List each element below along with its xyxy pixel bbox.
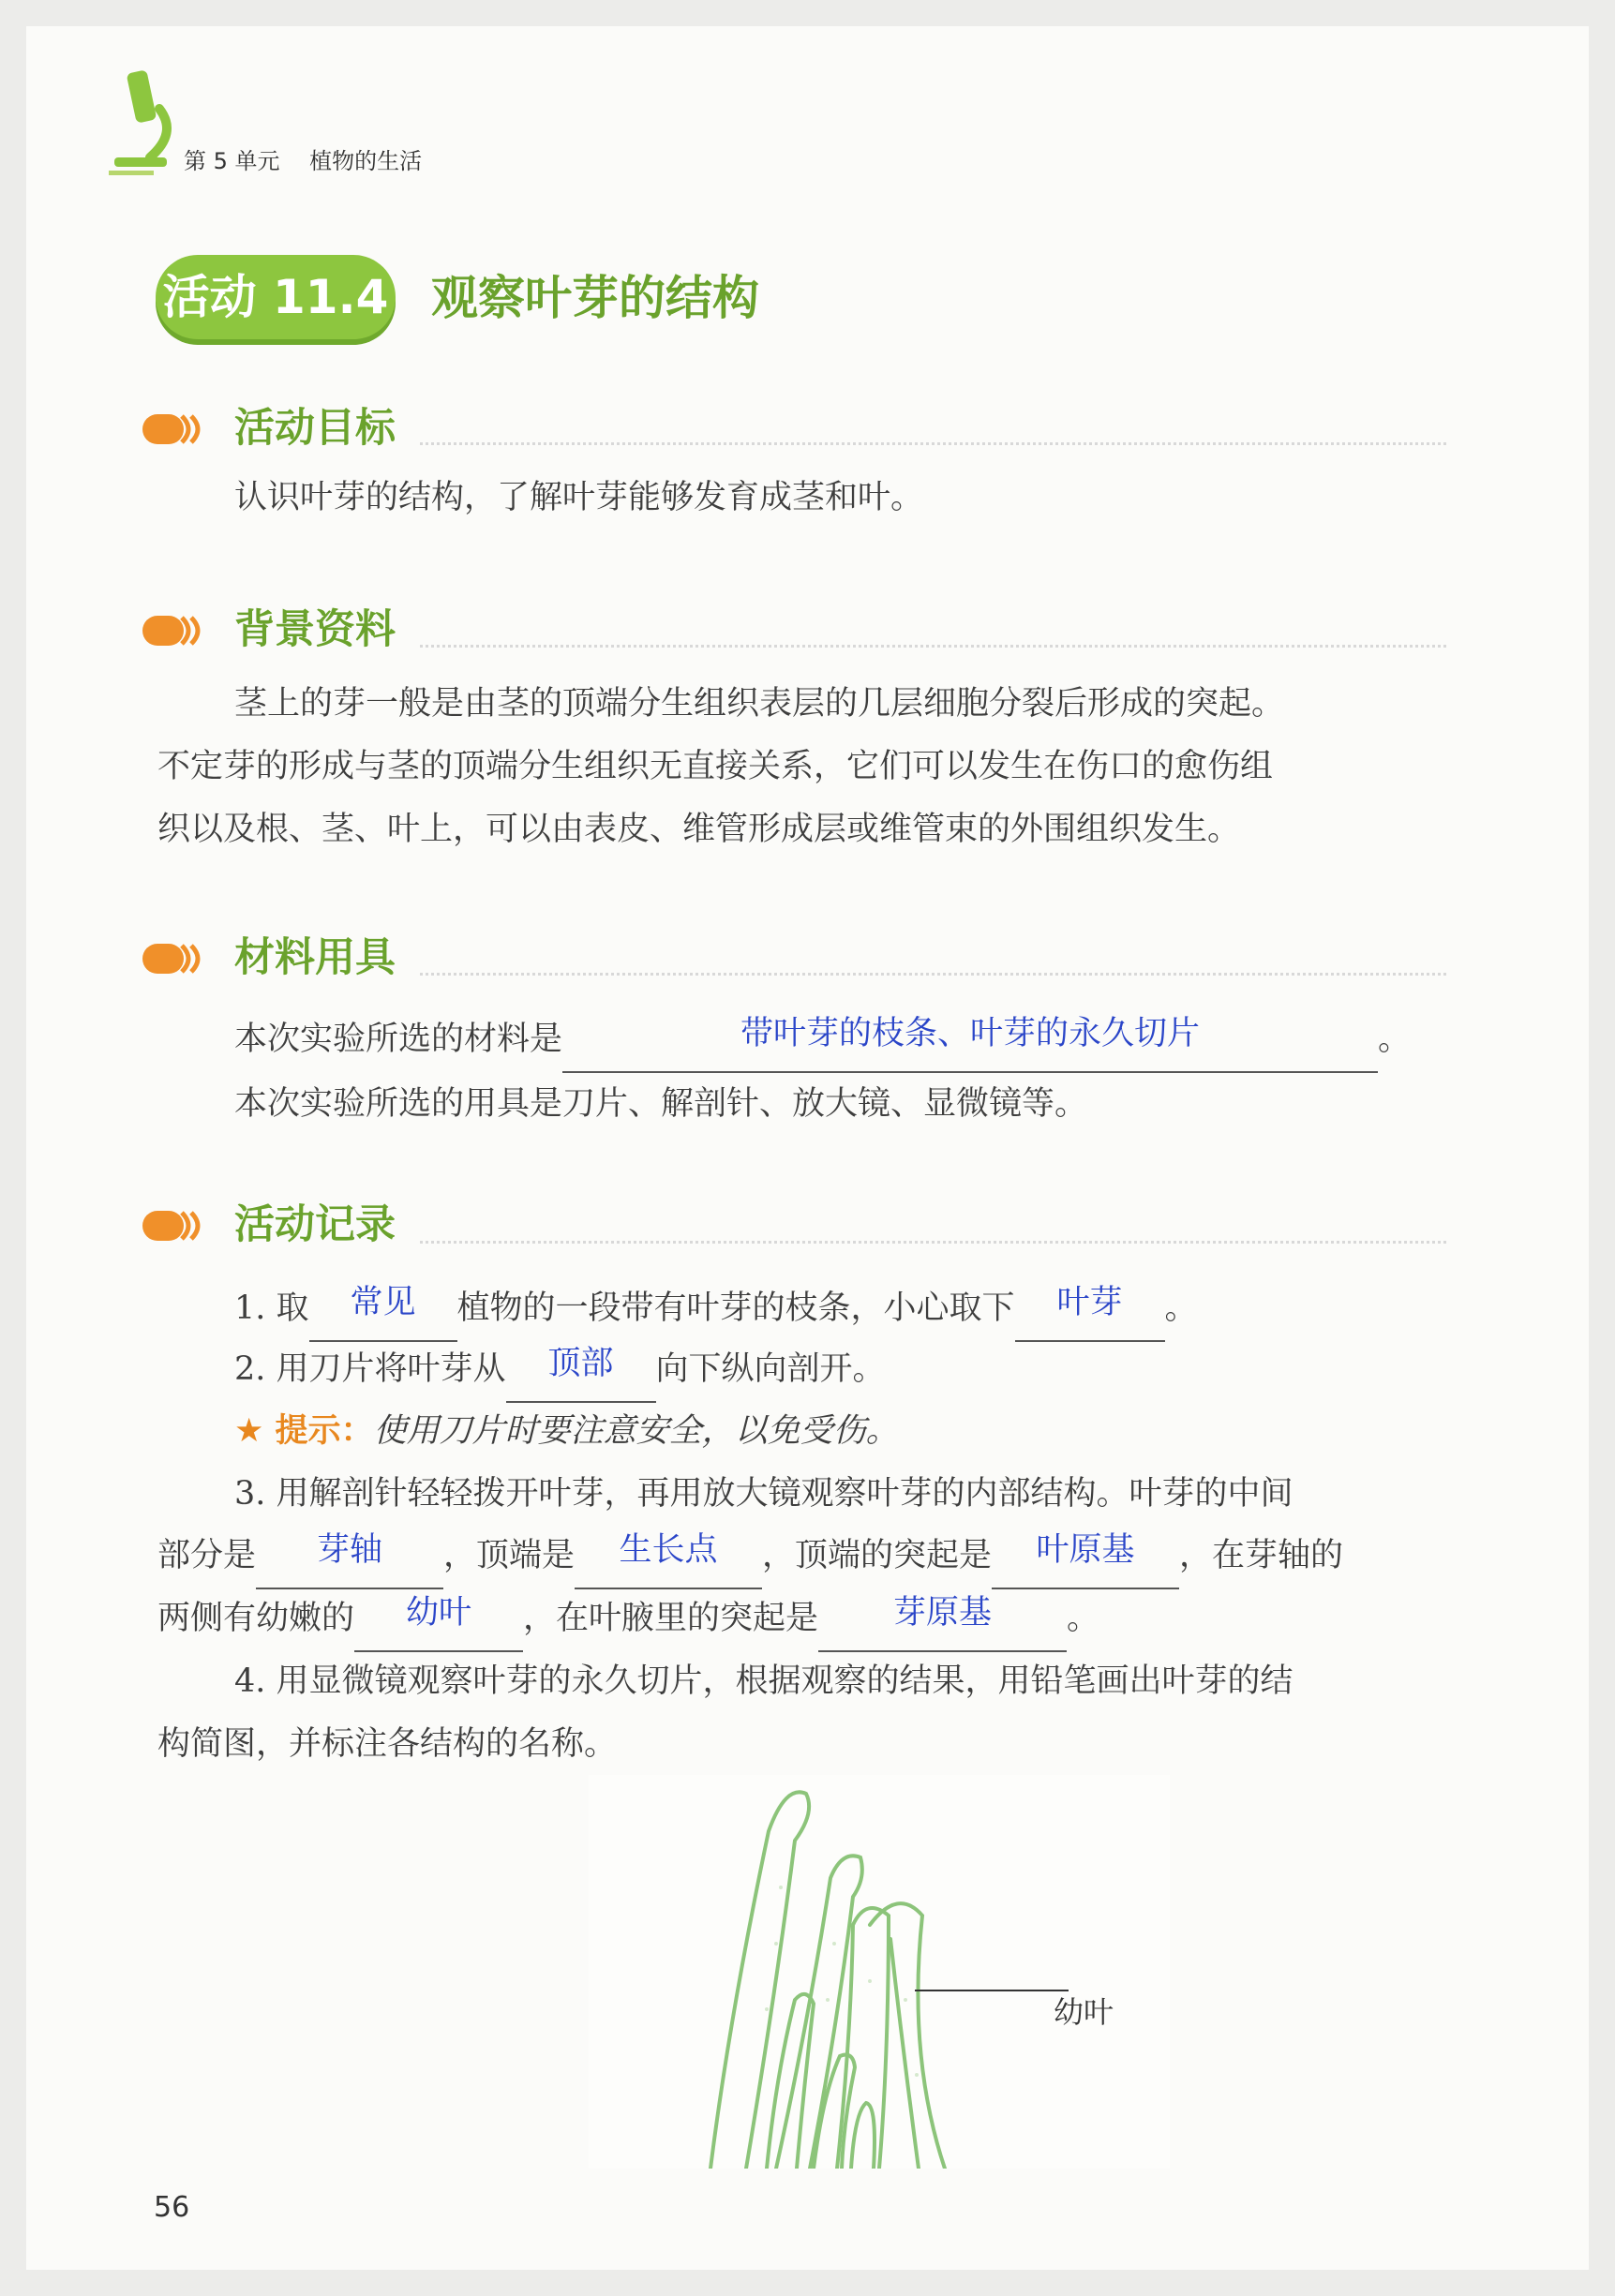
answer-leaf-bud: 叶芽: [1056, 1284, 1123, 1321]
record-step-3-line-3: [157, 1588, 1099, 1652]
background-line-3: 织以及根、茎、叶上，可以由表皮、维管形成层或维管束的外围组织发生。: [157, 811, 1241, 848]
answer-blank: [354, 1588, 523, 1652]
unit-number: 第 5 单元: [184, 148, 280, 174]
answer-leaf-primordium: 叶原基: [1036, 1531, 1135, 1569]
answer-blank: [818, 1588, 1067, 1652]
hint-text: 使用刀片时要注意安全，以免受伤。: [373, 1412, 899, 1450]
step3-text-c: ，顶端的突起是: [762, 1537, 993, 1574]
goal-text: 认识叶芽的结构，了解叶芽能够发育成茎和叶。: [234, 479, 924, 516]
answer-growing-point: 生长点: [619, 1531, 718, 1569]
microscope-icon: [105, 67, 180, 180]
answer-common: 常见: [350, 1284, 416, 1321]
answer-blank: [256, 1525, 443, 1589]
materials-prefix: 本次实验所选的材料是: [234, 1021, 563, 1058]
section-divider: [420, 645, 1446, 648]
section-title-background: 背景资料: [234, 606, 396, 653]
record-step-4-line-2: 构简图，并标注各结构的名称。: [157, 1725, 618, 1763]
section-divider: [420, 973, 1446, 976]
answer-blank: [562, 1008, 1378, 1073]
step3-text-e: 两侧有幼嫩的: [157, 1600, 355, 1637]
record-step-2: [234, 1338, 886, 1403]
answer-blank: [506, 1338, 656, 1403]
answer-bud-axis: 芽轴: [317, 1531, 383, 1569]
step3-text-a: 部分是: [157, 1537, 257, 1574]
activity-title: 观察叶芽的结构: [431, 271, 759, 325]
record-step-3-line-2: [157, 1525, 1343, 1589]
answer-top: 顶部: [547, 1345, 614, 1382]
section-bullet-icon: [141, 612, 212, 649]
answer-blank: [309, 1277, 457, 1342]
section-divider: [420, 1241, 1446, 1244]
figure-label-young-leaf: 幼叶: [1054, 1994, 1114, 2030]
materials-line-2: 本次实验所选的用具是刀片、解剖针、放大镜、显微镜等。: [234, 1085, 1088, 1123]
step3-text-b: ，顶端是: [443, 1537, 576, 1574]
section-title-materials: 材料用具: [234, 934, 396, 981]
background-line-1: 茎上的芽一般是由茎的顶端分生组织表层的几层细胞分裂后形成的突起。: [234, 685, 1285, 723]
step1-text-a: 1. 取: [234, 1290, 309, 1327]
section-bullet-icon: [141, 410, 212, 448]
step3-text-f: ，在叶腋里的突起是: [523, 1600, 819, 1637]
background-line-2: 不定芽的形成与茎的顶端分生组织无直接关系，它们可以发生在伤口的愈伤组: [157, 748, 1274, 785]
step1-text-c: 。: [1164, 1290, 1198, 1327]
section-divider: [420, 442, 1446, 445]
section-title-record: 活动记录: [234, 1201, 396, 1248]
record-step-4-line-1: 4. 用显微镜观察叶芽的永久切片，根据观察的结果，用铅笔画出叶芽的结: [234, 1662, 1293, 1700]
page-number: 56: [154, 2191, 190, 2224]
step2-text-a: 2. 用刀片将叶芽从: [234, 1350, 506, 1388]
materials-suffix: 。: [1378, 1021, 1412, 1058]
answer-blank: [1015, 1277, 1165, 1342]
section-title-goal: 活动目标: [234, 405, 396, 452]
step3-text-g: 。: [1067, 1600, 1100, 1637]
activity-badge: 活动 11.4: [156, 255, 396, 339]
answer-blank: [992, 1525, 1179, 1589]
record-step-1: [234, 1277, 1198, 1342]
answer-blank: [575, 1525, 762, 1589]
hint-label: ★ 提示：: [234, 1412, 374, 1450]
step3-text-d: ，在芽轴的: [1179, 1537, 1344, 1574]
leaf-bud-sketch: [589, 1775, 1170, 2169]
page: [26, 26, 1589, 2270]
section-bullet-icon: [141, 1207, 212, 1245]
unit-title: 植物的生活: [309, 148, 423, 174]
section-bullet-icon: [141, 940, 212, 977]
answer-bud-primordium: 芽原基: [893, 1594, 993, 1632]
answer-young-leaf: 幼叶: [406, 1594, 472, 1632]
record-step-3-line-1: 3. 用解剖针轻轻拨开叶芽，再用放大镜观察叶芽的内部结构。叶芽的中间: [234, 1475, 1293, 1513]
record-hint: [234, 1400, 899, 1463]
step2-text-b: 向下纵向剖开。: [655, 1350, 886, 1388]
unit-header: [184, 142, 422, 175]
step1-text-b: 植物的一段带有叶芽的枝条，小心取下: [456, 1290, 1015, 1327]
materials-line-1: [234, 1008, 1411, 1073]
answer-materials: 带叶芽的枝条、叶芽的永久切片: [740, 1015, 1201, 1052]
